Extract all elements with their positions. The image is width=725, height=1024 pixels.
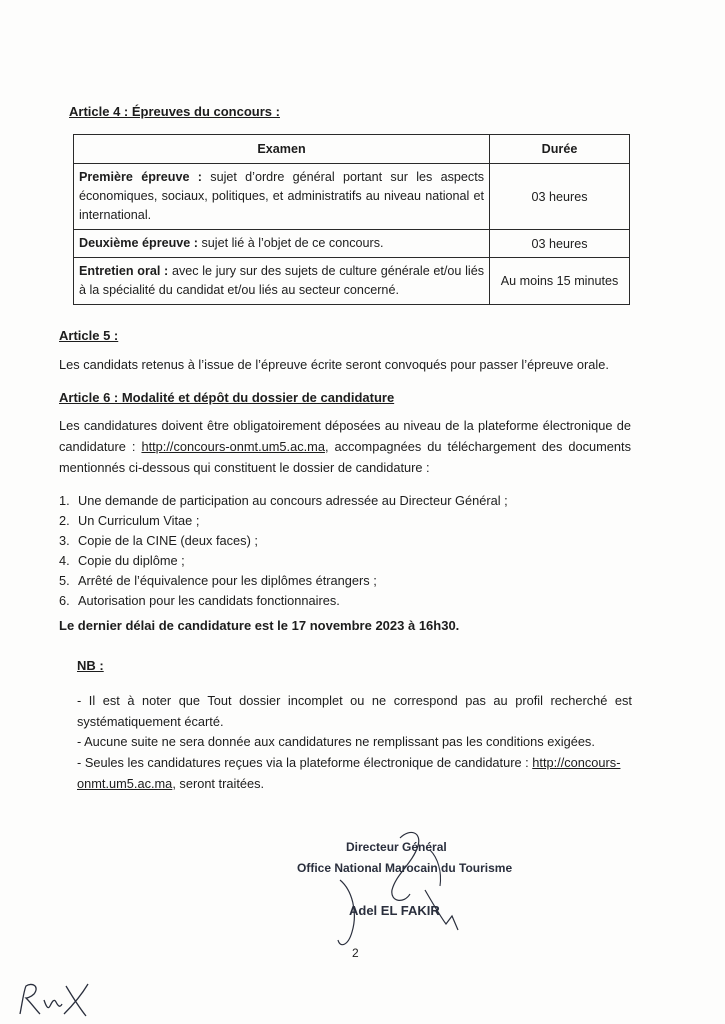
exam-text: sujet lié à l’objet de ce concours.	[198, 236, 384, 250]
nb-line-1: - Il est à noter que Tout dossier incomplet ou ne correspond pas au profil recherché est systématiquement écarté.	[77, 693, 632, 729]
page-number: 2	[352, 946, 359, 960]
list-item	[59, 551, 508, 571]
article4-heading: Article 4 : Épreuves du concours :	[69, 104, 280, 119]
list-item	[59, 511, 508, 531]
list-text: Autorisation pour les candidats fonctionnaires.	[78, 593, 340, 608]
signature-stroke	[430, 850, 441, 886]
header-duration: Durée	[490, 135, 630, 164]
article6-heading: Article 6 : Modalité et dépôt du dossier de candidature	[59, 390, 395, 405]
list-number: 2.	[59, 513, 70, 528]
list-number: 6.	[59, 593, 70, 608]
table-row	[74, 258, 630, 305]
table-header-row	[74, 135, 630, 164]
list-text: Copie de la CINE (deux faces) ;	[78, 533, 258, 548]
exam-label: Entretien oral :	[79, 264, 169, 278]
nb-line-3-end: , seront traitées.	[172, 776, 265, 791]
duration-cell: 03 heures	[490, 164, 630, 230]
signature-stroke	[338, 880, 354, 945]
list-text: Arrêté de l’équivalence pour les diplômes étrangers ;	[78, 573, 377, 588]
list-text: Copie du diplôme ;	[78, 553, 185, 568]
duration-cell: Au moins 15 minutes	[490, 258, 630, 305]
exam-cell	[74, 230, 490, 258]
signature-stroke	[392, 832, 419, 900]
initials-stroke	[20, 984, 40, 1014]
nb-heading: NB :	[77, 658, 104, 673]
platform-link[interactable]: http://concours-onmt.um5.ac.ma	[141, 439, 325, 454]
initials-stroke	[44, 1000, 62, 1008]
initials-stroke	[64, 984, 88, 1016]
duration-cell: 03 heures	[490, 230, 630, 258]
documents-list	[59, 491, 508, 611]
list-number: 3.	[59, 533, 70, 548]
exam-label: Première épreuve :	[79, 170, 202, 184]
list-item	[59, 491, 508, 511]
list-text: Une demande de participation au concours adressée au Directeur Général ;	[78, 493, 508, 508]
deadline-text: Le dernier délai de candidature est le 17 novembre 2023 à 16h30.	[59, 618, 460, 633]
signature-stroke	[425, 890, 458, 930]
article6-para-end: , accompagnées du téléchargement des documents mentionnés ci-dessous qui constituent le dossier de candidature :	[59, 439, 631, 475]
list-item	[59, 571, 508, 591]
article6-paragraph	[59, 415, 631, 478]
article5-text: Les candidats retenus à l’issue de l’épreuve écrite seront convoqués pour passer l’épreuve orale.	[59, 357, 609, 372]
header-exam: Examen	[74, 135, 490, 164]
nb-line-2: - Aucune suite ne sera donnée aux candidatures ne remplissant pas les conditions exigées.	[77, 734, 595, 749]
exam-cell	[74, 258, 490, 305]
list-number: 1.	[59, 493, 70, 508]
article6-para-start: Les candidatures doivent être obligatoirement déposées au niveau de la plateforme électronique de candidature :	[59, 418, 631, 454]
handwritten-signature	[300, 820, 480, 960]
list-item	[59, 591, 508, 611]
signatory-org: Office National Marocain du Tourisme	[297, 861, 513, 875]
signatory-title: Directeur Général	[346, 840, 447, 854]
exam-label: Deuxième épreuve :	[79, 236, 198, 250]
table-row	[74, 230, 630, 258]
exams-table	[73, 134, 630, 305]
table-row	[74, 164, 630, 230]
article5-heading: Article 5 :	[59, 328, 119, 343]
handwritten-initials	[14, 976, 96, 1020]
list-text: Un Curriculum Vitae ;	[78, 513, 200, 528]
exam-text: sujet d’ordre général portant sur les aspects économiques, sociaux, politiques, et administratifs au niveau national et international.	[79, 170, 485, 222]
exam-cell	[74, 164, 490, 230]
exam-text: avec le jury sur des sujets de culture générale et/ou liés à la spécialité du candidat et/ou liés au secteur concerné.	[79, 264, 484, 297]
list-number: 4.	[59, 553, 70, 568]
list-item	[59, 531, 508, 551]
list-number: 5.	[59, 573, 70, 588]
platform-link-nb[interactable]: http://concours-onmt.um5.ac.ma	[77, 755, 621, 791]
nb-line-3	[77, 752, 632, 794]
nb-line-3-start: - Seules les candidatures reçues via la plateforme électronique de candidature :	[77, 755, 533, 770]
signatory-name: Adel EL FAKIR	[349, 903, 440, 918]
